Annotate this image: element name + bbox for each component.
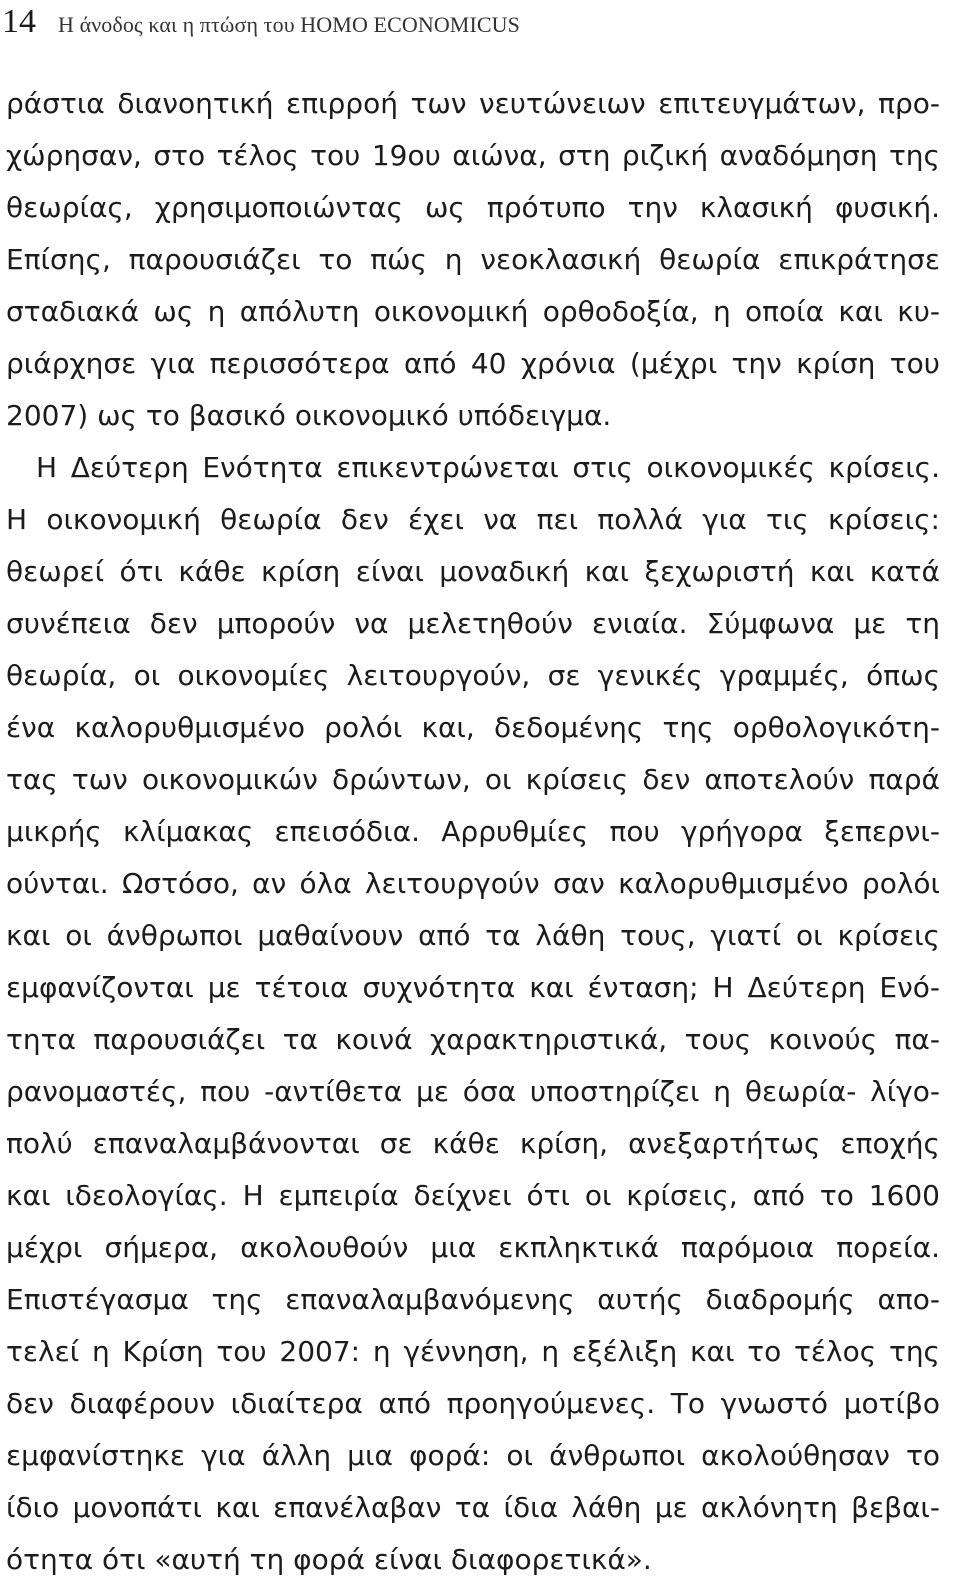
text-line: χώρησαν, στο τέλος του 19ου αιώνα, στη ριζική αναδόμηση της <box>6 139 940 172</box>
text-line: 2007) ως το βασικό οικονομικό υπόδειγμα. <box>6 399 612 432</box>
text-line: Η Δεύτερη Ενότητα επικεντρώνεται στις οικονομικές κρίσεις. <box>36 451 940 484</box>
text-line: και οι άνθρωποι μαθαίνουν από τα λάθη τους, γιατί οι κρίσεις <box>6 919 940 952</box>
text-line: ούνται. Ωστόσο, αν όλα λειτουργούν σαν καλορυθμισμένο ρολόι <box>6 867 940 900</box>
body-text <box>6 78 940 1586</box>
text-line: Επιστέγασμα της επαναλαμβανόμενης αυτής διαδρομής απο- <box>6 1283 940 1316</box>
text-line: θεωρίας, χρησιμοποιώντας ως πρότυπο την κλασική φυσική. <box>6 191 940 224</box>
text-line: Επίσης, παρουσιάζει το πώς η νεοκλασική θεωρία επικράτησε <box>6 243 940 276</box>
text-line: εμφανίζονται με τέτοια συχνότητα και ένταση; Η Δεύτερη Ενό- <box>6 971 940 1004</box>
text-line: Η οικονομική θεωρία δεν έχει να πει πολλά για τις κρίσεις: <box>6 503 940 536</box>
text-line: μικρής κλίμακας επεισόδια. Αρρυθμίες που γρήγορα ξεπερνι- <box>6 815 940 848</box>
text-line: και ιδεολογίας. Η εμπειρία δείχνει ότι οι κρίσεις, από το 1600 <box>6 1179 940 1212</box>
text-line: θεωρεί ότι κάθε κρίση είναι μοναδική και ξεχωριστή και κατά <box>6 555 940 588</box>
text-line: μέχρι σήμερα, ακολουθούν μια εκπληκτικά παρόμοια πορεία. <box>6 1231 940 1264</box>
text-line: ένα καλορυθμισμένο ρολόι και, δεδομένης της ορθολογικότη- <box>6 711 940 744</box>
text-line: πολύ επαναλαμβάνονται σε κάθε κρίση, ανεξαρτήτως εποχής <box>6 1127 940 1160</box>
text-line: τας των οικονομικών δρώντων, οι κρίσεις δεν αποτελούν παρά <box>6 763 940 796</box>
text-line: τελεί η Κρίση του 2007: η γέννηση, η εξέλιξη και το τέλος της <box>6 1335 940 1368</box>
text-line: τητα παρουσιάζει τα κοινά χαρακτηριστικά, τους κοινούς πα- <box>6 1023 940 1056</box>
text-line: δεν διαφέρουν ιδιαίτερα από προηγούμενες. Το γνωστό μοτίβο <box>6 1387 940 1420</box>
text-line: ίδιο μονοπάτι και επανέλαβαν τα ίδια λάθη με ακλόνητη βεβαι- <box>6 1491 940 1524</box>
running-title: Η άνοδος και η πτώση του HOMO ECONOMICUS <box>58 12 520 37</box>
text-line: σταδιακά ως η απόλυτη οικονομική ορθοδοξία, η οποία και κυ- <box>6 295 940 328</box>
text-line: ράστια διανοητική επιρροή των νευτώνειων επιτευγμάτων, προ- <box>6 87 940 120</box>
text-line: συνέπεια δεν μπορούν να μελετηθούν ενιαία. Σύμφωνα με τη <box>6 607 940 640</box>
text-line: θεωρία, οι οικονομίες λειτουργούν, σε γενικές γραμμές, όπως <box>6 659 940 692</box>
page-number: 14 <box>2 3 36 40</box>
text-line: εμφανίστηκε για άλλη μια φορά: οι άνθρωποι ακολούθησαν το <box>6 1439 940 1472</box>
text-line: ριάρχησε για περισσότερα από 40 χρόνια (μέχρι την κρίση του <box>6 347 940 380</box>
text-line: ότητα ότι «αυτή τη φορά είναι διαφορετικά». <box>6 1543 652 1576</box>
text-line: ρανομαστές, που -αντίθετα με όσα υποστηρίζει η θεωρία- λίγο- <box>6 1075 940 1108</box>
running-header <box>2 0 520 44</box>
